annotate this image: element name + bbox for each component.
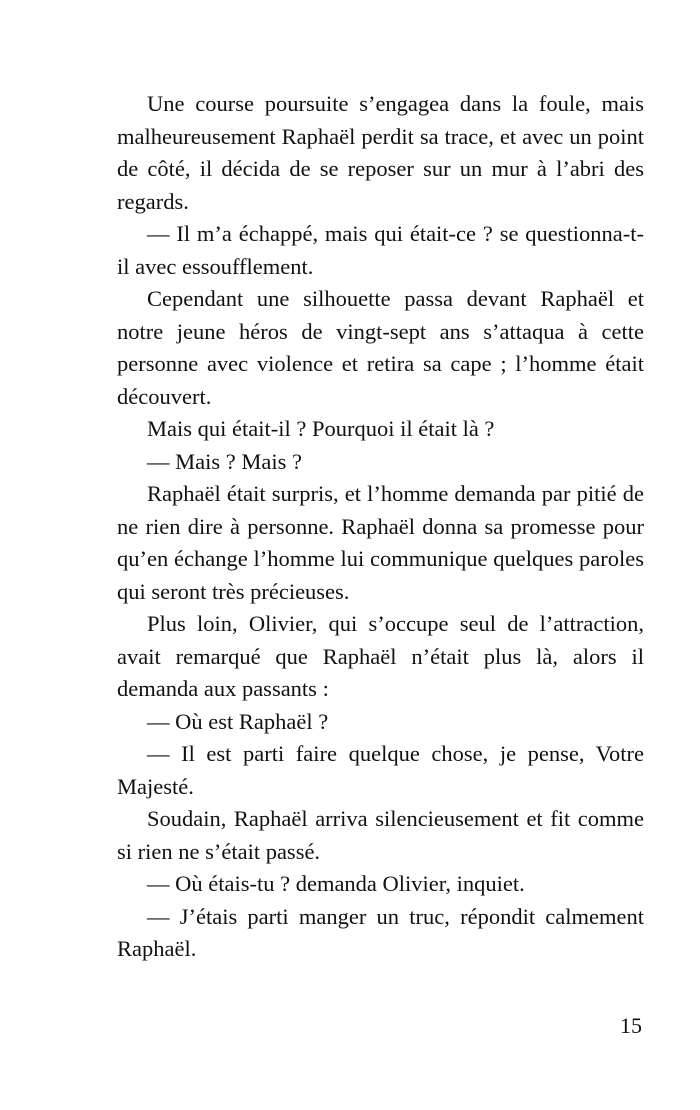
dialogue-line: — J’étais parti manger un truc, répondit calmement Raphaël. [117, 903, 644, 961]
dialogue-line: — Il est parti faire quelque chose, je pense, Votre Majesté. [117, 741, 644, 799]
paragraph: Plus loin, Olivier, qui s’occupe seul de l’attraction, avait remarqué que Raphaël n’était plus là, alors il demanda aux passants : [117, 611, 644, 701]
dialogue-line: — Mais ? Mais ? [147, 448, 302, 474]
paragraph: Mais qui était-il ? Pourquoi il était là ? [147, 416, 495, 441]
paragraph: Cependant une silhouette passa devant Raphaël et notre jeune héros de vingt-sept ans s’attaqua à cette personne avec violence et retira sa cape ; l’homme était découvert. [117, 286, 644, 409]
paragraph: Soudain, Raphaël arriva silencieusement et fit comme si rien ne s’était passé. [117, 806, 644, 864]
body-text [117, 88, 644, 966]
dialogue-line: — Où est Raphaël ? [147, 708, 329, 734]
dialogue-line: — Il m’a échappé, mais qui était-ce ? se questionna-t-il avec essoufflement. [117, 221, 644, 279]
paragraph: Raphaël était surpris, et l’homme demanda par pitié de ne rien dire à personne. Raphaël donna sa promesse pour qu’en échange l’homme lui communique quelques paroles qui seront très précieuses. [117, 481, 644, 604]
paragraph: Une course poursuite s’engagea dans la foule, mais malheureusement Raphaël perdit sa trace, et avec un point de côté, il décida de se reposer sur un mur à l’abri des regards. [117, 91, 644, 214]
page-number: 15 [620, 1013, 642, 1038]
dialogue-line: — Où étais-tu ? demanda Olivier, inquiet. [147, 871, 525, 896]
